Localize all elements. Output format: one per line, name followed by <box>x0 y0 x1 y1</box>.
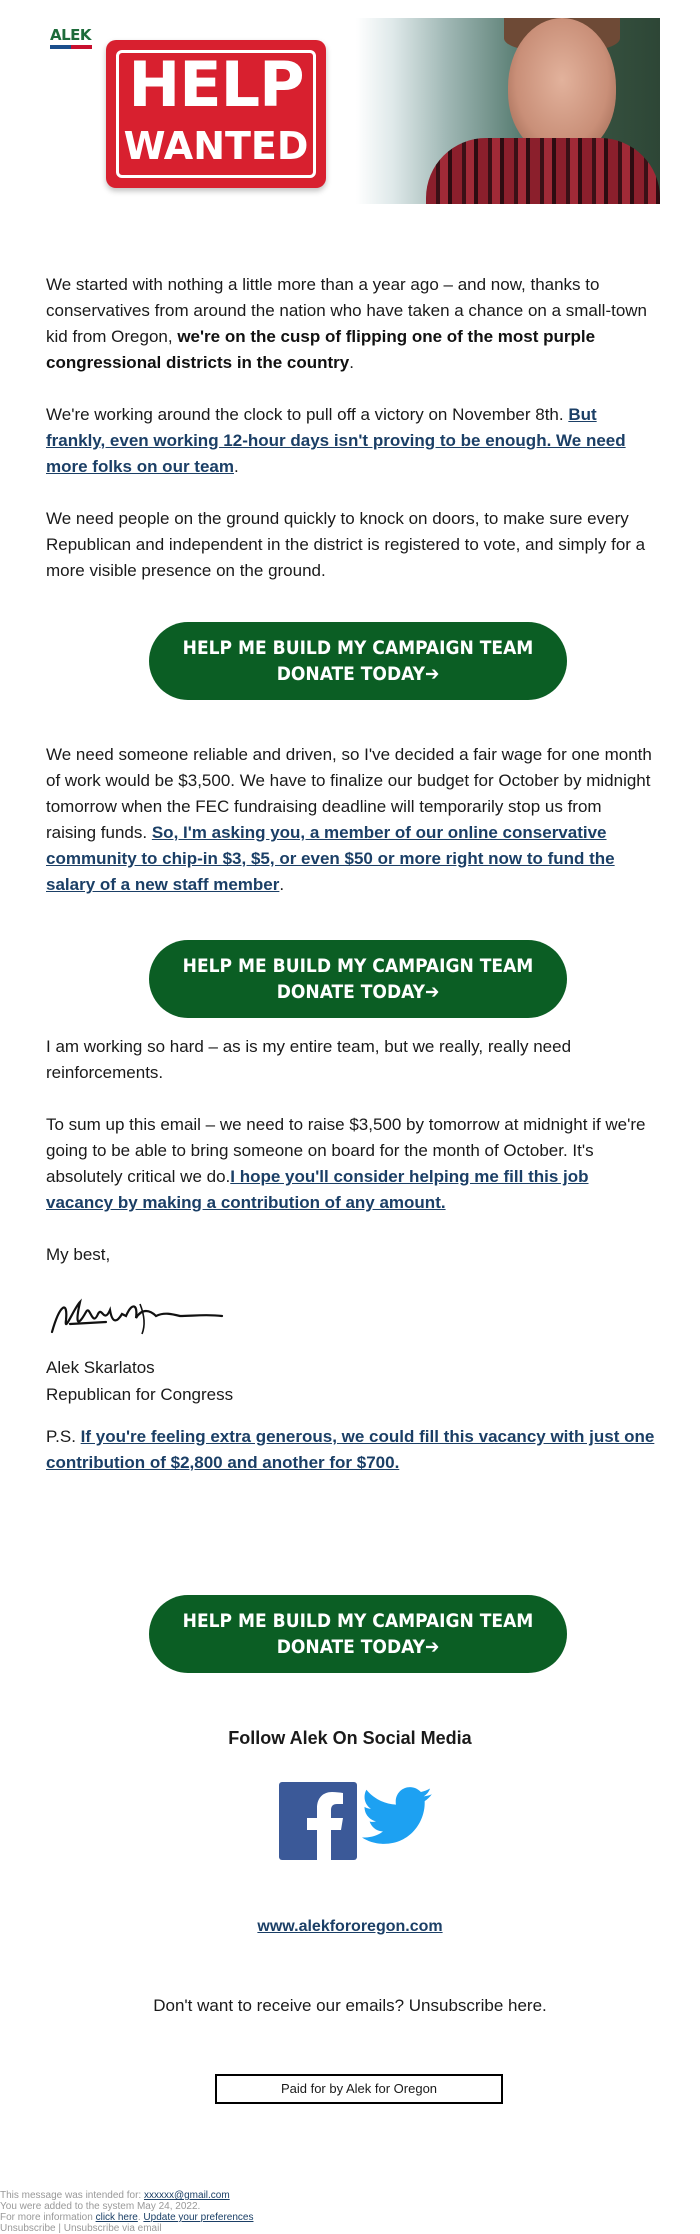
ps-label: P.S. <box>46 1427 81 1446</box>
cta-line1: HELP ME BUILD MY CAMPAIGN TEAM <box>182 955 534 977</box>
text: We're working around the clock to pull off a victory on November 8th. <box>46 405 569 424</box>
website-link[interactable]: www.alekfororegon.com <box>257 1918 443 1935</box>
twitter-icon[interactable] <box>358 1784 436 1854</box>
added-line: You were added to the system May 24, 2022. <box>0 2201 201 2212</box>
handwritten-signature <box>46 1294 246 1340</box>
need-more-folks-link[interactable]: But frankly, even working 12-hour days isn't proving to be enough. We need more folks on our team <box>46 405 626 476</box>
paid-for-disclaimer: Paid for by Alek for Oregon <box>215 2074 503 2104</box>
paragraph-working <box>46 402 656 480</box>
cta-line1: HELP ME BUILD MY CAMPAIGN TEAM <box>182 1610 534 1632</box>
text: . <box>349 353 354 372</box>
paragraph-reinforcements: I am working so hard – as is my entire team, but we really, really need reinforcements. <box>46 1037 572 1082</box>
facebook-icon[interactable] <box>279 1782 357 1860</box>
cta-line1: HELP ME BUILD MY CAMPAIGN TEAM <box>182 637 534 659</box>
more-info-line: For more information click here. Update your preferences <box>0 2212 254 2223</box>
update-preferences-link[interactable]: Update your preferences <box>143 2212 254 2223</box>
signer-name: Alek Skarlatos <box>46 1358 155 1377</box>
job-vacancy-link[interactable]: I hope you'll consider helping me fill this job vacancy by making a contribution of any amount. <box>46 1167 589 1212</box>
unsubscribe-text[interactable]: Don't want to receive our emails? Unsubscribe here. <box>153 1996 547 2015</box>
help-wanted-sign <box>106 40 326 188</box>
face-shape <box>508 18 616 156</box>
paragraph-intro <box>46 272 656 376</box>
follow-heading: Follow Alek On Social Media <box>228 1728 472 1748</box>
website <box>0 1918 700 1936</box>
text: . <box>279 875 285 894</box>
logo-flag-bar <box>50 45 92 49</box>
sign-wanted-text: WANTED <box>123 124 309 168</box>
paragraph-ground-team: We need people on the ground quickly to knock on doors, to make sure every Republican and independent in the district is registered to vote, and simply for a more visible presence on the ground. <box>46 509 646 580</box>
cta-line2: DONATE TODAY➔ <box>276 981 440 1003</box>
intended-email-link[interactable]: xxxxxx@gmail.com <box>143 2190 230 2201</box>
signature-block <box>46 1354 233 1408</box>
bold-text: we're on the cusp of flipping one of the most purple congressional districts in the country <box>46 327 596 372</box>
cta-line2: DONATE TODAY➔ <box>276 1636 440 1658</box>
cta-line2: DONATE TODAY➔ <box>276 663 440 685</box>
unsubscribe-footer-line[interactable]: Unsubscribe | Unsubscribe via email <box>0 2223 162 2234</box>
paragraph-wage <box>46 742 656 898</box>
logo-text: ALEK <box>50 26 92 44</box>
donate-button-3[interactable] <box>149 1595 567 1673</box>
closing: My best, <box>46 1245 111 1264</box>
plaid-shirt-shape <box>426 138 660 204</box>
intended-line <box>0 2190 253 2201</box>
text: We started with nothing a little more than a year ago – and now, thanks to conservatives from around the nation who have taken a chance on a small-town kid from Oregon, <box>46 275 648 346</box>
text: We need someone reliable and driven, so I've decided a fair wage for one month of work would be $3,500. We have to finalize our budget for October by midnight tomorrow when the FEC fundraising deadline will temporarily stop us from raising funds. <box>46 745 652 842</box>
donate-button-2[interactable] <box>149 940 567 1018</box>
intended-label: This message was intended for: <box>0 2190 144 2201</box>
chip-in-link[interactable]: So, I'm asking you, a member of our online conservative community to chip-in $3, $5, or even $50 or more right now to fund the salary of a new staff member <box>46 823 615 894</box>
signer-title: Republican for Congress <box>46 1385 234 1404</box>
email-footer <box>0 2190 253 2234</box>
donate-button-1[interactable] <box>149 622 567 700</box>
text: To sum up this email – we need to raise $3,500 by tomorrow at midnight if we're going to be able to bring someone on board for the month of October. It's absolutely critical we do. <box>46 1115 646 1186</box>
candidate-photo <box>356 18 660 204</box>
sign-help-text: HELP <box>128 48 304 121</box>
text: . <box>233 457 239 476</box>
hero-banner <box>46 18 660 204</box>
click-here-link[interactable]: click here <box>95 2212 138 2223</box>
more-info-label: For more information <box>0 2212 96 2223</box>
paragraph-summary <box>46 1112 656 1216</box>
campaign-logo[interactable] <box>50 26 98 62</box>
postscript <box>46 1424 656 1476</box>
extra-generous-link[interactable]: If you're feeling extra generous, we could fill this vacancy with just one contribution of $2,800 and another for $700. <box>46 1427 655 1472</box>
